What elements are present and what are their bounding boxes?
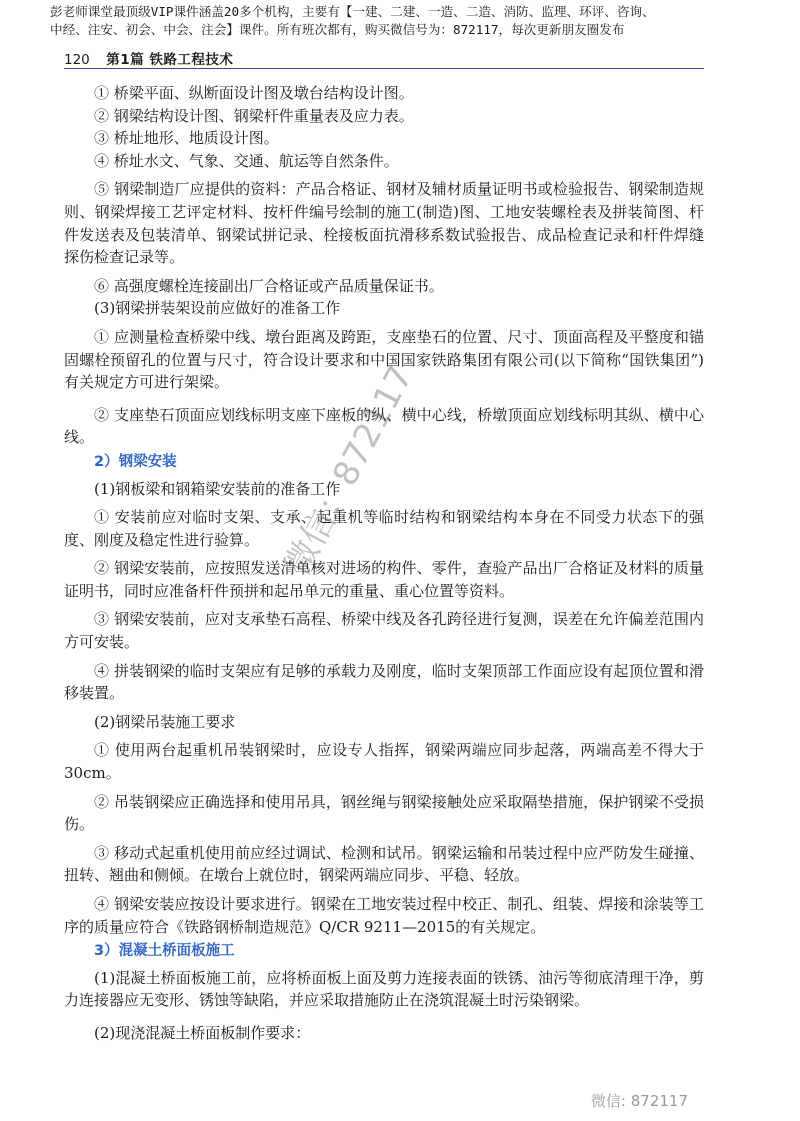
paragraph: ③ 桥址地形、地质设计图。	[94, 129, 279, 148]
section-heading: 3）混凝土桥面板施工	[94, 943, 235, 960]
promo-banner-line-2: 中经、注安、初会、中会、注会】课件。所有班次都有，购买微信号为：872117，每次更新朋友圈发布	[50, 22, 625, 37]
paragraph: ③ 钢梁安装前，应对支承垫石高程、桥梁中线及各孔跨径进行复测，误差在允许偏差范围内方可安装。	[64, 610, 704, 652]
promo-banner-line-1: 彭老师课堂最顶级VIP课件涵盖20多个机构，主要有【一建、二建、一造、二造、消防、监理、环评、咨询、	[50, 4, 655, 19]
subheading: (1)钢板梁和钢箱梁安装前的准备工作	[94, 479, 341, 498]
paragraph: ③ 移动式起重机使用前应经过调试、检测和试吊。钢梁运输和吊装过程中应严防发生碰撞、扭转、翘曲和侧倾。在墩台上就位时，钢梁两端应同步、平稳、轻放。	[64, 843, 704, 885]
paragraph: ② 吊装钢梁应正确选择和使用吊具，钢丝绳与钢梁接触处应采取隔垫措施，保护钢梁不受损伤。	[64, 792, 704, 834]
corner-watermark: 微信: 872117	[590, 1092, 688, 1110]
part-title: 第1篇 铁路工程技术	[106, 52, 234, 68]
page-body	[64, 82, 704, 1045]
section-heading: 2）钢梁安装	[94, 453, 177, 470]
paragraph: ① 桥梁平面、纵断面设计图及墩台结构设计图。	[94, 84, 414, 102]
paragraph: ② 钢梁安装前，应按照发送清单核对进场的构件、零件，查验产品出厂合格证及材料的质量证明书，同时应准备杆件预拼和起吊单元的重量、重心位置等资料。	[64, 559, 704, 600]
paragraph: ④ 桥址水文、气象、交通、航运等自然条件。	[94, 151, 399, 170]
subheading: (3)钢梁拼装架设前应做好的准备工作	[94, 299, 341, 318]
promo-banner	[50, 3, 760, 39]
subheading: (2)钢梁吊装施工要求	[94, 712, 236, 731]
paragraph: ② 支座垫石顶面应划线标明支座下座板的纵、横中心线，桥墩顶面应划线标明其纵、横中心线。	[64, 405, 704, 447]
page-number: 120	[64, 52, 90, 68]
paragraph: ① 使用两台起重机吊装钢梁时，应设专人指挥，钢梁两端应同步起落，两端高差不得大于30cm。	[64, 741, 704, 783]
paragraph: ① 应测量检查桥梁中线、墩台距离及跨距，支座垫石的位置、尺寸、顶面高程及平整度和锚固螺栓预留孔的位置与尺寸，符合设计要求和中国国家铁路集团有限公司(以下简称“国铁集团”)有关规定方可进行架梁。	[64, 327, 704, 392]
paragraph: ④ 钢梁安装应按设计要求进行。钢梁在工地安装过程中校正、制孔、组装、焊接和涂装等工序的质量应符合《铁路钢桥制造规范》Q/CR 9211—2015的有关规定。	[64, 895, 704, 936]
diagonal-watermark: 微信：872117	[277, 359, 422, 583]
paragraph: (1)混凝土桥面板施工前，应将桥面板上面及剪力连接表面的铁锈、油污等彻底清理干净，剪力连接器应无变形、锈蚀等缺陷，并应采取措施防止在浇筑混凝土时污染钢梁。	[64, 968, 704, 1010]
paragraph: ④ 拼装钢梁的临时支架应有足够的承载力及刚度，临时支架顶部工作面应设有起顶位置和滑移装置。	[64, 661, 704, 703]
paragraph: ⑥ 高强度螺栓连接副出厂合格证或产品质量保证书。	[94, 276, 444, 295]
paragraph: ① 安装前应对临时支架、支承、起重机等临时结构和钢梁结构本身在不同受力状态下的强度、刚度及稳定性进行验算。	[64, 508, 704, 549]
paragraph: ② 钢梁结构设计图、钢梁杆件重量表及应力表。	[94, 106, 414, 125]
subheading: (2)现浇混凝土桥面板制作要求：	[94, 1023, 311, 1042]
paragraph: ⑤ 钢梁制造厂应提供的资料：产品合格证、钢材及辅材质量证明书或检验报告、钢梁制造规则、钢梁焊接工艺评定材料、按杆件编号绘制的施工(制造)图、工地安装螺栓表及拼装简图、杆件发送表及包装清单、钢梁试拼记录、栓接板面抗滑移系数试验报告、成品检查记录和杆件焊缝探伤检查记录等。	[64, 180, 704, 267]
running-header	[64, 48, 704, 69]
